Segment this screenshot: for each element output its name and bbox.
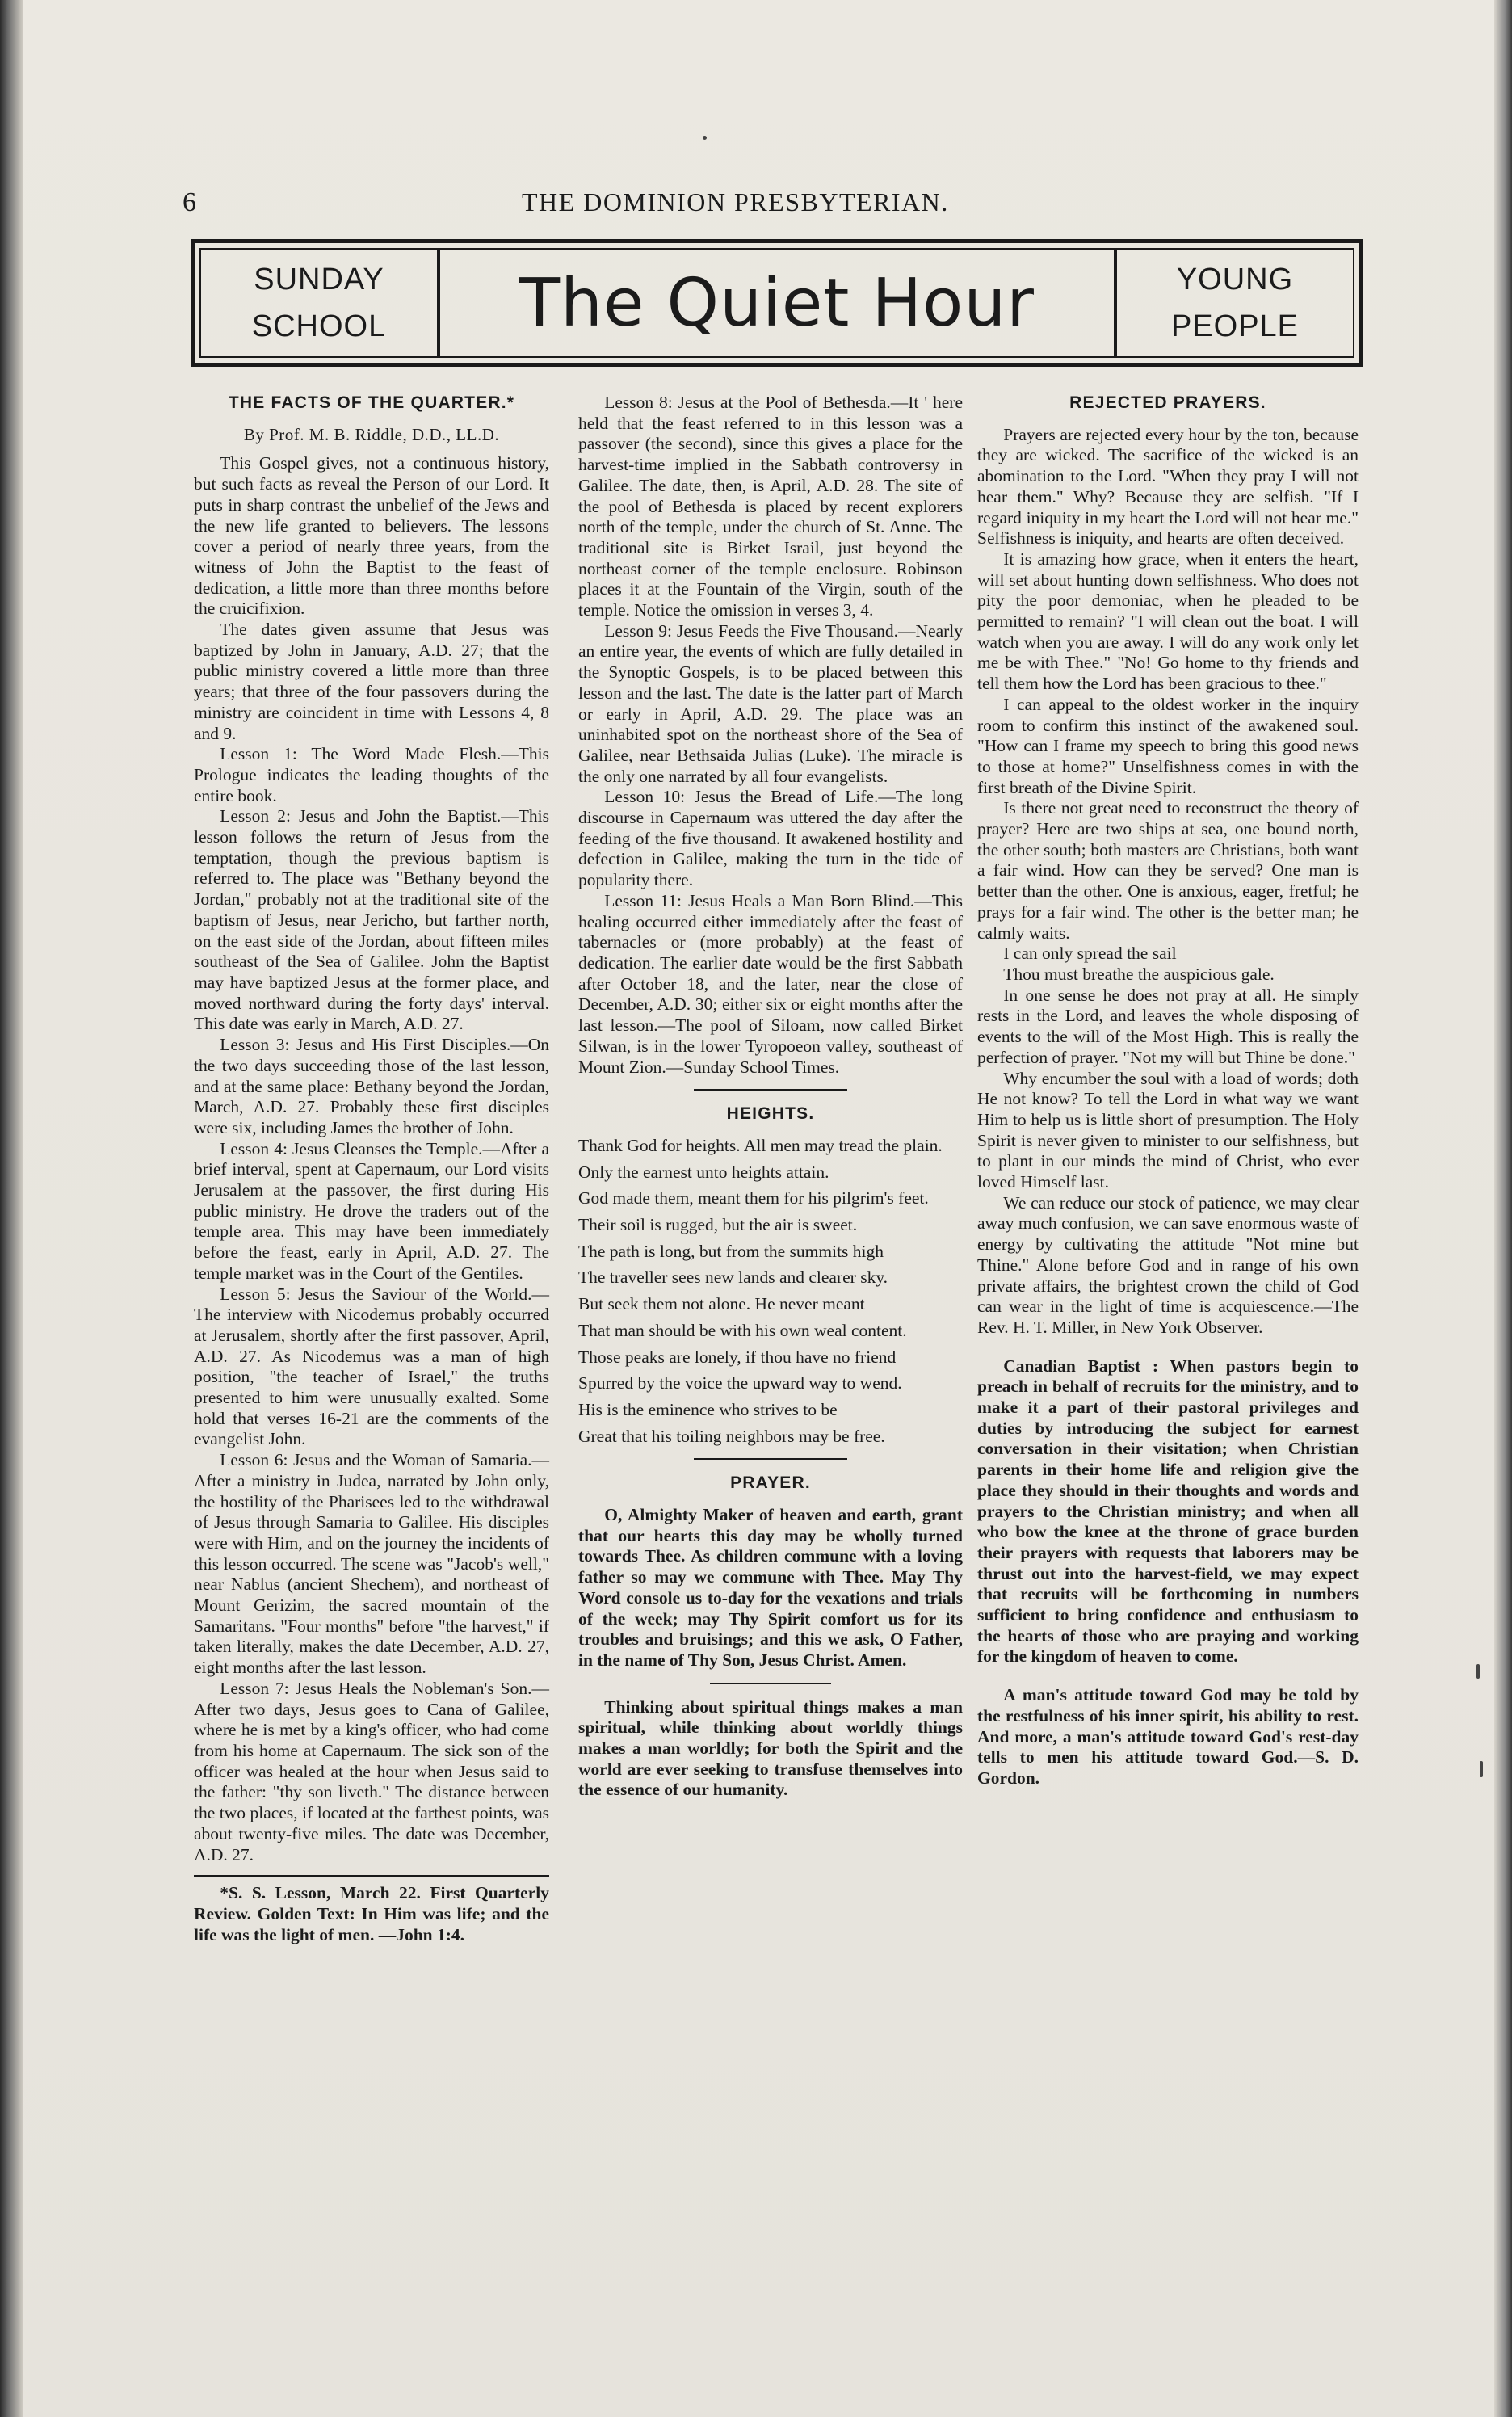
poem-line: Thank God for heights. All men may tread the plain. (578, 1135, 943, 1155)
prayer-text: O, Almighty Maker of heaven and earth, grant that our hearts this day may be wholly turned towards Thee. As children commune with a loving father so may we commune with Thee. May Thy Word console us to-day for the vexations and trials of the week; may Thy Spirit comfort us for its troubles and bruisings; and this we ask, O Father, in the name of Thy Son, Jesus Christ. Amen. (578, 1505, 963, 1670)
poem-line: Those peaks are lonely, if thou have no friend (578, 1347, 897, 1367)
article-paragraph: We can reduce our stock of patience, we may clear away much confusion, we can save enormous waste of energy by cultivating the attitude "Not mine but Thine." Alone before God and in range of his own private affairs, the brightest crown the child of God can wear in the light of time is acquiescence.—The Rev. H. T. Miller, in New York Observer. (977, 1192, 1359, 1337)
masthead-left-line1: SUNDAY (254, 263, 384, 296)
scan-speck (1480, 1761, 1483, 1777)
masthead-left-line2: SCHOOL (251, 309, 387, 343)
article-byline: By Prof. M. B. Riddle, D.D., LL.D. (243, 424, 500, 444)
article-paragraph: Lesson 3: Jesus and His First Disciples.—On the two days succeeding those of the last lesson, and at the same place: Bethany beyond the Jordan, March, A.D. 27. Probably these first disciples were six, including James the brother of John. (194, 1035, 549, 1137)
article-paragraph: Lesson 4: Jesus Cleanses the Temple.—After a brief interval, spent at Capernaum, our Lord visits Jerusalem at the passover, the first during His public ministry. He drove the traders out of the temple area. This may have been immediately before the feast, early in April, A.D. 27. The temple market was in the Court of the Gentiles. (194, 1138, 549, 1283)
article-paragraph: I can appeal to the oldest worker in the inquiry room to confirm this instinct of the awakened soul. "How can I frame my speech to bring this good news to those at home?" Unselfishness comes in with the first breath of the Divine Spirit. (977, 694, 1359, 797)
column-3 (977, 393, 1359, 1789)
section-divider (694, 1458, 847, 1460)
scan-edge-right (1494, 0, 1512, 2417)
article-paragraph: Lesson 5: Jesus the Saviour of the World.—The interview with Nicodemus probably occurred at Jerusalem, shortly after the first passover, April, A.D. 27. As Nicodemus was a man of high position, "the teacher of Israel," the truths presented to him were unusually exalted. Some hold that verses 16-21 are the comments of the evangelist John. (194, 1284, 549, 1449)
poem-line: His is the eminence who strives to be (578, 1399, 838, 1419)
poem-line: Great that his toiling neighbors may be free. (578, 1426, 885, 1446)
poem-line: Spurred by the voice the upward way to wend. (578, 1373, 902, 1393)
poem-line: God made them, meant them for his pilgrim's feet. (578, 1188, 929, 1208)
article-paragraph: In one sense he does not pray at all. He simply rests in the Lord, and leaves the whole disposing of events to the will of the Most High. This is really the perfection of prayer. "Not my will but Thine be done." (977, 985, 1359, 1067)
article-paragraph: Lesson 11: Jesus Heals a Man Born Blind.—This healing occurred either immediately after the feast of tabernacles or (more probably) at the feast of dedication. The earlier date would be the first Sabbath after October 18, and the later, near the close of December, A.D. 30; either six or eight months after the last lesson.—The pool of Siloam, now called Birket Silwan, is in the lower Tyropoeon valley, southeast of Mount Zion.—Sunday School Times. (578, 890, 963, 1077)
column-2 (578, 393, 963, 1801)
article-paragraph: Lesson 2: Jesus and John the Baptist.—This lesson follows the return of Jesus from the temptation, though the previous baptism is referred to. The place was "Bethany beyond the Jordan," probably not at the traditional site of the baptism of Jesus, near Jericho, but farther north, on the east side of the Jordan, about fifteen miles southeast of the Sea of Galilee. John the Baptist may have baptized Jesus at the former place, and moved northward during the forty days' interval. This date was early in March, A.D. 27. (194, 806, 549, 1034)
masthead-title: The Quiet Hour (519, 264, 1035, 342)
prayer-title: PRAYER. (730, 1473, 811, 1493)
masthead-right-line1: YOUNG (1176, 263, 1294, 296)
verse-line: Thou must breathe the auspicious gale. (1003, 964, 1275, 984)
poem-line: That man should be with his own weal content. (578, 1320, 907, 1340)
article-paragraph: Lesson 9: Jesus Feeds the Five Thousand.—Nearly an entire year, the events of which are fully detailed in the Synoptic Gospels, is to be placed between this lesson and the last. The date is the latter part of March or early in April, A.D. 29. The place was an uninhabited spot on the northeast shore of the Sea of Galilee, near Bethsaida Julias (Luke). The miracle is the only one narrated by all four evangelists. (578, 620, 963, 786)
article-paragraph: Lesson 10: Jesus the Bread of Life.—The long discourse in Capernaum was uttered the day after the feeding of the five thousand. It awakened hostility and defection in Galilee, making the turn in the tide of popularity there. (578, 787, 963, 890)
poem-line: But seek them not alone. He never meant (578, 1294, 865, 1314)
baptist-paragraph: Canadian Baptist : When pastors begin to preach in behalf of recruits for the ministry, and to make it a part of their pastoral privileges and duties by introducing the subject for earnest conversation in their visitation; when Christian parents in their home life and religion give the place they should in their thoughts and words and prayers to the Christian ministry; and when all who bow the knee at the throne of grace burden their prayers with requests that laborers may be thrust out into the harvest-field, we may expect that recruits will be forthcoming in numbers sufficient to bring confidence and enthusiasm to the hearts of those who are praying and working for the kingdom of heaven to come. (977, 1356, 1359, 1667)
article-paragraph: Lesson 8: Jesus at the Pool of Bethesda.—It ' here held that the feast referred to in this lesson was a passover (the second), since this gives a place for the harvest-time implied in the Sabbath controversy in Galilee. The date, then, is April, A.D. 28. The site of the pool of Bethesda is placed by recent explorers north of the temple, under the church of St. Anne. The traditional site is Birket Israil, just beyond the northeast corner of the temple enclosure. Robinson places it at the Fountain of the Virgin, south of the temple. Notice the omission in verses 3, 4. (578, 393, 963, 620)
page-number: 6 (183, 187, 197, 217)
article-paragraph: The dates given assume that Jesus was baptized by John in January, A.D. 27; that the public ministry covered a little more than three years; that three of the four passovers during the ministry are coincident in time with Lessons 4, 8 and 9. (194, 620, 549, 743)
poem-line: The path is long, but from the summits high (578, 1241, 884, 1261)
masthead (191, 239, 1363, 367)
article-paragraph: Lesson 1: The Word Made Flesh.—This Prologue indicates the leading thoughts of the entire book. (194, 744, 549, 805)
poem-line: The traveller sees new lands and clearer sky. (578, 1267, 888, 1288)
masthead-right-box (1114, 250, 1353, 356)
article-paragraph: Why encumber the soul with a load of words; doth He not know? To tell the Lord in what way we want Him to help us is little short of presumption. The Holy Spirit is never given to minister to our selfishness, but to plant in our minds the mind of Christ, who ever loved Himself last. (977, 1068, 1359, 1192)
article-paragraph: Lesson 7: Jesus Heals the Nobleman's Son.—After two days, Jesus goes to Cana of Galilee, where he is met by a king's officer, who had come from his home at Capernaum. The sick son of the officer was healed at the hour when Jesus said to the father: "thy son liveth." The distance between the two places, if located at the farthest points, was about twenty-five miles. The date was December, A.D. 27. (194, 1678, 549, 1864)
article-paragraph: Is there not great need to reconstruct the theory of prayer? Here are two ships at sea, one bound north, the other south; both masters are Christians, both want a fair wind. How can they be served? One man is better than the other. One is anxious, eager, fretful; he prays for a fair wind. The other is the better man; he calmly waits. (977, 798, 1359, 943)
masthead-right-line2: PEOPLE (1170, 309, 1300, 343)
verse-line: I can only spread the sail (1003, 944, 1177, 964)
article-footnote: *S. S. Lesson, March 22. First Quarterly Review. Golden Text: In Him was life; and the life was the light of men. —John 1:4. (194, 1875, 549, 1945)
scan-speck (703, 136, 707, 140)
article-title-facts: THE FACTS OF THE QUARTER.* (228, 393, 515, 412)
column-1 (194, 393, 549, 1945)
gordon-paragraph: A man's attitude toward God may be told by the restfulness of his inner spirit, his ability to rest. And more, a man's attitude toward God's rest-day tells to men his attitude toward God.—S. D. Gordon. (977, 1685, 1359, 1788)
article-paragraph: Prayers are rejected every hour by the ton, because they are wicked. The sacrifice of the wicked is an abomination to the Lord. "When they pray I will not hear them." Why? Because they are selfish. "If I regard iniquity in my heart the Lord will not hear me." Selfishness is iniquity, and hearts are often deceived. (977, 424, 1359, 549)
article-paragraph: This Gospel gives, not a continuous history, but such facts as reveal the Person of our Lord. It puts in sharp contrast the unbelief of the Jews and the new life granted to believers. The lessons cover a period of nearly three years, from the witness of John the Baptist to the feast of dedication, a little more than three months before the cruicifixion. (194, 453, 549, 619)
closing-paragraph: Thinking about spiritual things makes a man spiritual, while thinking about worldly things makes a man worldly; for both the Spirit and the world are ever seeking to transfuse themselves into the essence of our humanity. (578, 1696, 963, 1800)
poem-title-heights: HEIGHTS. (726, 1104, 815, 1124)
masthead-inner-frame (200, 248, 1354, 358)
poem-line: Their soil is rugged, but the air is sweet. (578, 1215, 858, 1235)
scan-edge-left (0, 0, 23, 2417)
masthead-left-box (201, 250, 440, 356)
article-paragraph: It is amazing how grace, when it enters the heart, will set about hunting down selfishness. Who does not pity the poor demoniac, when he pleaded to be permitted to remain? "I will clean out the boat. I will watch when you are away. I will do any work only let me be with Thee." "No! Go home to thy friends and tell them how the Lord has been gracious to thee." (977, 549, 1359, 694)
poem-line: Only the earnest unto heights attain. (578, 1162, 830, 1182)
scan-speck (1476, 1664, 1480, 1679)
section-divider (710, 1683, 831, 1684)
article-title-rejected-prayers: REJECTED PRAYERS. (1069, 393, 1266, 412)
running-title: THE DOMINION PRESBYTERIAN. (522, 187, 949, 216)
section-divider (694, 1089, 847, 1091)
article-paragraph: Lesson 6: Jesus and the Woman of Samaria.—After a ministry in Judea, narrated by John only, the hostility of the Pharisees led to the withdrawal of Jesus through Samaria to Galilee. His disciples were with Him, and on the journey the incidents of this lesson occurred. The scene was "Jacob's well," near Nablus (ancient Shechem), and northeast of Mount Gerizim, the sacred mountain of the Samaritans. "Four months" before "the harvest," if taken literally, makes the date December, A.D. 27, eight months after the last lesson. (194, 1450, 549, 1678)
